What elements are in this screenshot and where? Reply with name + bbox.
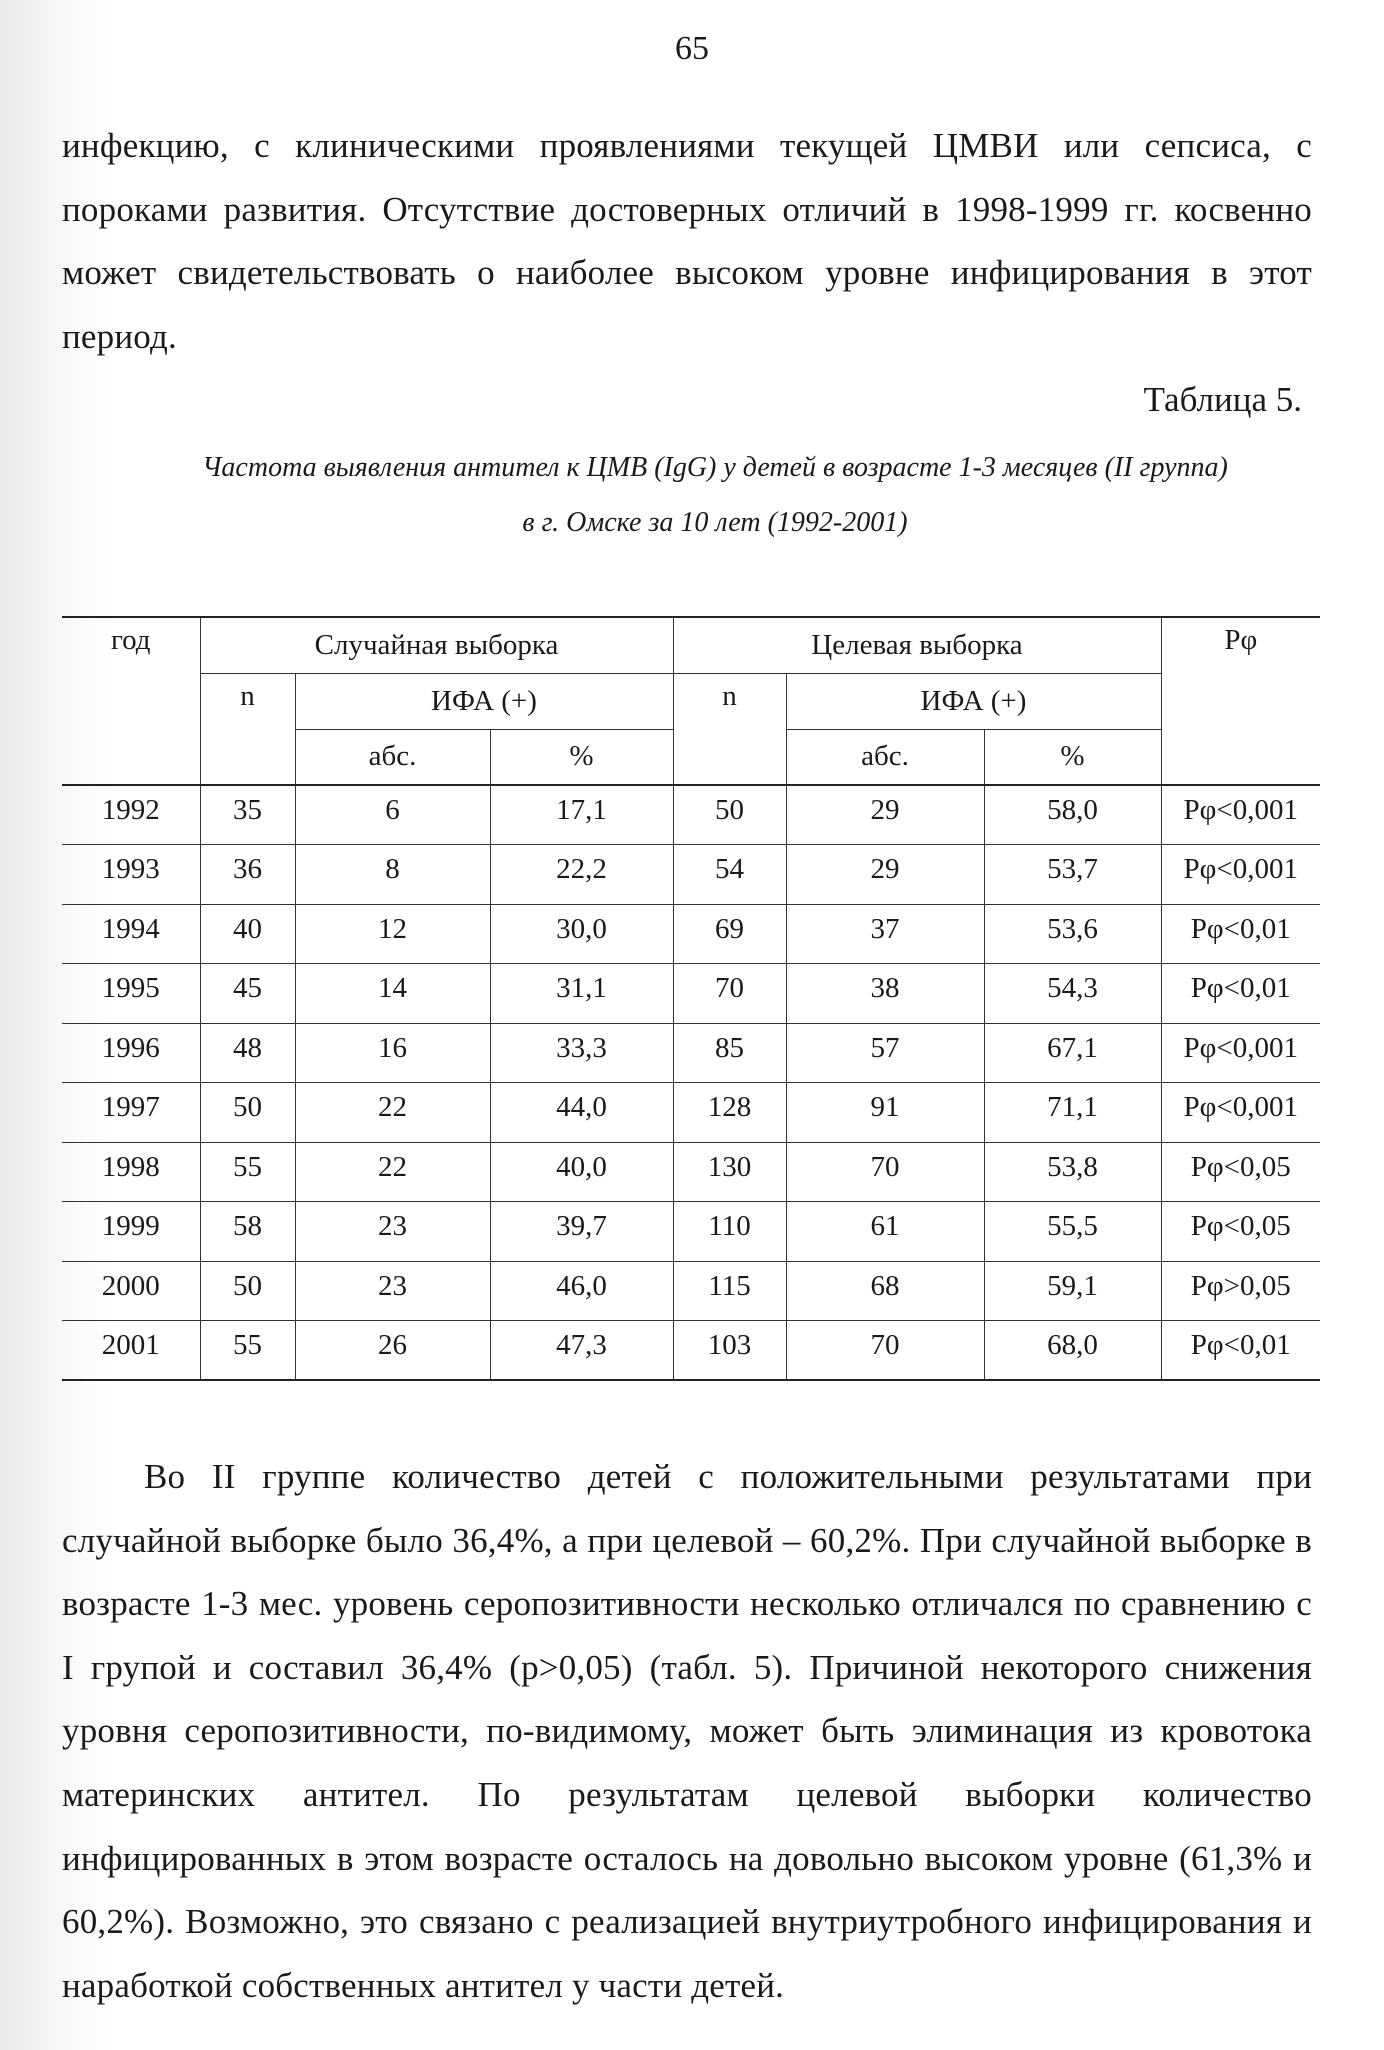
cell-target-pct: 68,0 [984, 1321, 1161, 1381]
cell-target-n: 69 [673, 904, 786, 964]
table-row [62, 964, 1320, 1024]
cell-random-pct: 40,0 [490, 1142, 673, 1202]
header-ifa-target: ИФА (+) [786, 673, 1161, 729]
cell-target-pct: 53,6 [984, 904, 1161, 964]
cell-random-abs: 22 [295, 1142, 490, 1202]
cell-target-abs: 37 [786, 904, 984, 964]
cell-target-abs: 29 [786, 845, 984, 905]
table-body [62, 785, 1320, 1380]
header-n-random: n [200, 673, 295, 785]
table-caption [120, 440, 1310, 550]
cell-target-pct: 53,7 [984, 845, 1161, 905]
cell-year: 2001 [62, 1321, 200, 1381]
cell-year: 1992 [62, 785, 200, 845]
cell-year: 1998 [62, 1142, 200, 1202]
cell-target-abs: 38 [786, 964, 984, 1024]
cell-target-abs: 29 [786, 785, 984, 845]
cell-p-value: Рφ<0,05 [1161, 1142, 1320, 1202]
cell-random-n: 50 [200, 1261, 295, 1321]
cell-random-n: 55 [200, 1321, 295, 1381]
cell-target-abs: 70 [786, 1142, 984, 1202]
cell-random-n: 35 [200, 785, 295, 845]
cell-target-abs: 91 [786, 1083, 984, 1143]
cell-year: 1999 [62, 1202, 200, 1262]
cell-target-n: 110 [673, 1202, 786, 1262]
cell-p-value: Рφ<0,001 [1161, 785, 1320, 845]
cell-target-pct: 54,3 [984, 964, 1161, 1024]
cell-random-abs: 23 [295, 1202, 490, 1262]
cell-random-n: 55 [200, 1142, 295, 1202]
header-p: Рφ [1161, 617, 1320, 785]
cell-random-n: 36 [200, 845, 295, 905]
cell-p-value: Рφ>0,05 [1161, 1261, 1320, 1321]
cell-random-pct: 17,1 [490, 785, 673, 845]
cell-target-n: 115 [673, 1261, 786, 1321]
table-row [62, 845, 1320, 905]
cell-random-abs: 12 [295, 904, 490, 964]
cell-random-n: 45 [200, 964, 295, 1024]
table-row [62, 1202, 1320, 1262]
table-row [62, 1023, 1320, 1083]
cell-random-n: 58 [200, 1202, 295, 1262]
cell-random-pct: 22,2 [490, 845, 673, 905]
cell-target-n: 103 [673, 1321, 786, 1381]
table-row [62, 1142, 1320, 1202]
cell-random-pct: 30,0 [490, 904, 673, 964]
table-row [62, 785, 1320, 845]
header-ifa-random: ИФА (+) [295, 673, 673, 729]
cell-p-value: Рφ<0,05 [1161, 1202, 1320, 1262]
cell-random-abs: 16 [295, 1023, 490, 1083]
cell-target-abs: 70 [786, 1321, 984, 1381]
header-abs-target: абс. [786, 729, 984, 785]
cell-target-pct: 58,0 [984, 785, 1161, 845]
paragraph-bottom [62, 1445, 1312, 2017]
cell-random-n: 48 [200, 1023, 295, 1083]
cell-p-value: Рφ<0,01 [1161, 1321, 1320, 1381]
cell-target-n: 70 [673, 964, 786, 1024]
cell-year: 2000 [62, 1261, 200, 1321]
cell-target-n: 85 [673, 1023, 786, 1083]
cell-target-n: 130 [673, 1142, 786, 1202]
cell-year: 1993 [62, 845, 200, 905]
table-row [62, 1083, 1320, 1143]
cell-year: 1996 [62, 1023, 200, 1083]
cell-target-n: 128 [673, 1083, 786, 1143]
cell-p-value: Рφ<0,001 [1161, 1083, 1320, 1143]
cell-p-value: Рφ<0,01 [1161, 964, 1320, 1024]
cell-random-n: 40 [200, 904, 295, 964]
cell-target-abs: 68 [786, 1261, 984, 1321]
cell-random-n: 50 [200, 1083, 295, 1143]
cell-year: 1997 [62, 1083, 200, 1143]
cell-target-pct: 71,1 [984, 1083, 1161, 1143]
cell-random-pct: 33,3 [490, 1023, 673, 1083]
page-number: 65 [675, 30, 709, 67]
cell-random-abs: 14 [295, 964, 490, 1024]
cell-target-pct: 55,5 [984, 1202, 1161, 1262]
paragraph-top: инфекцию, с клиническими проявлениями текущей ЦМВИ или сепсиса, с пороками развития. Отсутствие достоверных отличий в 1998-1999 гг. косвенно может свидетельствовать о наиболее высоком уровне инфицирования в этот период. [62, 126, 1312, 356]
header-n-target: n [673, 673, 786, 785]
cell-p-value: Рφ<0,001 [1161, 845, 1320, 905]
cell-target-n: 54 [673, 845, 786, 905]
table-row [62, 1321, 1320, 1381]
caption-line-2: в г. Омске за 10 лет (1992-2001) [522, 507, 908, 538]
cell-target-pct: 59,1 [984, 1261, 1161, 1321]
cell-random-abs: 8 [295, 845, 490, 905]
cell-p-value: Рφ<0,001 [1161, 1023, 1320, 1083]
cell-year: 1994 [62, 904, 200, 964]
table-row [62, 1261, 1320, 1321]
cell-target-pct: 67,1 [984, 1023, 1161, 1083]
caption-line-1: Частота выявления антител к ЦМВ (IgG) у детей в возрасте 1-3 месяцев (II группа) [202, 452, 1228, 483]
data-table [62, 616, 1320, 1381]
header-pct-random: % [490, 729, 673, 785]
cell-random-pct: 39,7 [490, 1202, 673, 1262]
cell-year: 1995 [62, 964, 200, 1024]
table-row [62, 904, 1320, 964]
cell-random-abs: 23 [295, 1261, 490, 1321]
header-pct-target: % [984, 729, 1161, 785]
header-random-sample: Случайная выборка [200, 617, 673, 673]
cell-random-pct: 31,1 [490, 964, 673, 1024]
header-year: год [62, 617, 200, 785]
cell-p-value: Рφ<0,01 [1161, 904, 1320, 964]
header-target-sample: Целевая выборка [673, 617, 1161, 673]
cell-target-n: 50 [673, 785, 786, 845]
cell-target-abs: 61 [786, 1202, 984, 1262]
cell-target-pct: 53,8 [984, 1142, 1161, 1202]
cell-random-abs: 22 [295, 1083, 490, 1143]
cell-random-pct: 47,3 [490, 1321, 673, 1381]
cell-random-abs: 26 [295, 1321, 490, 1381]
cell-random-pct: 46,0 [490, 1261, 673, 1321]
table-label: Таблица 5. [1143, 380, 1302, 419]
cell-random-pct: 44,0 [490, 1083, 673, 1143]
cell-target-abs: 57 [786, 1023, 984, 1083]
header-abs-random: абс. [295, 729, 490, 785]
cell-random-abs: 6 [295, 785, 490, 845]
paragraph-bottom-text: Во II группе количество детей с положительными результатами при случайной выборке было 36,4%, а при целевой – 60,2%. При случайной выборке в возрасте 1-3 мес. уровень серопозитивности несколько отличался по сравнению с I групой и составил 36,4% (р>0,05) (табл. 5). Причиной некоторого снижения уровня серопозитивности, по-видимому, может быть элиминация из кровотока материнских антител. По результатам целевой выборки количество инфицированных в этом возрасте осталось на довольно высоком уровне (61,3% и 60,2%). Возможно, это связано с реализацией внутриутробного инфицирования и наработкой собственных антител у части детей. [62, 1457, 1312, 2005]
